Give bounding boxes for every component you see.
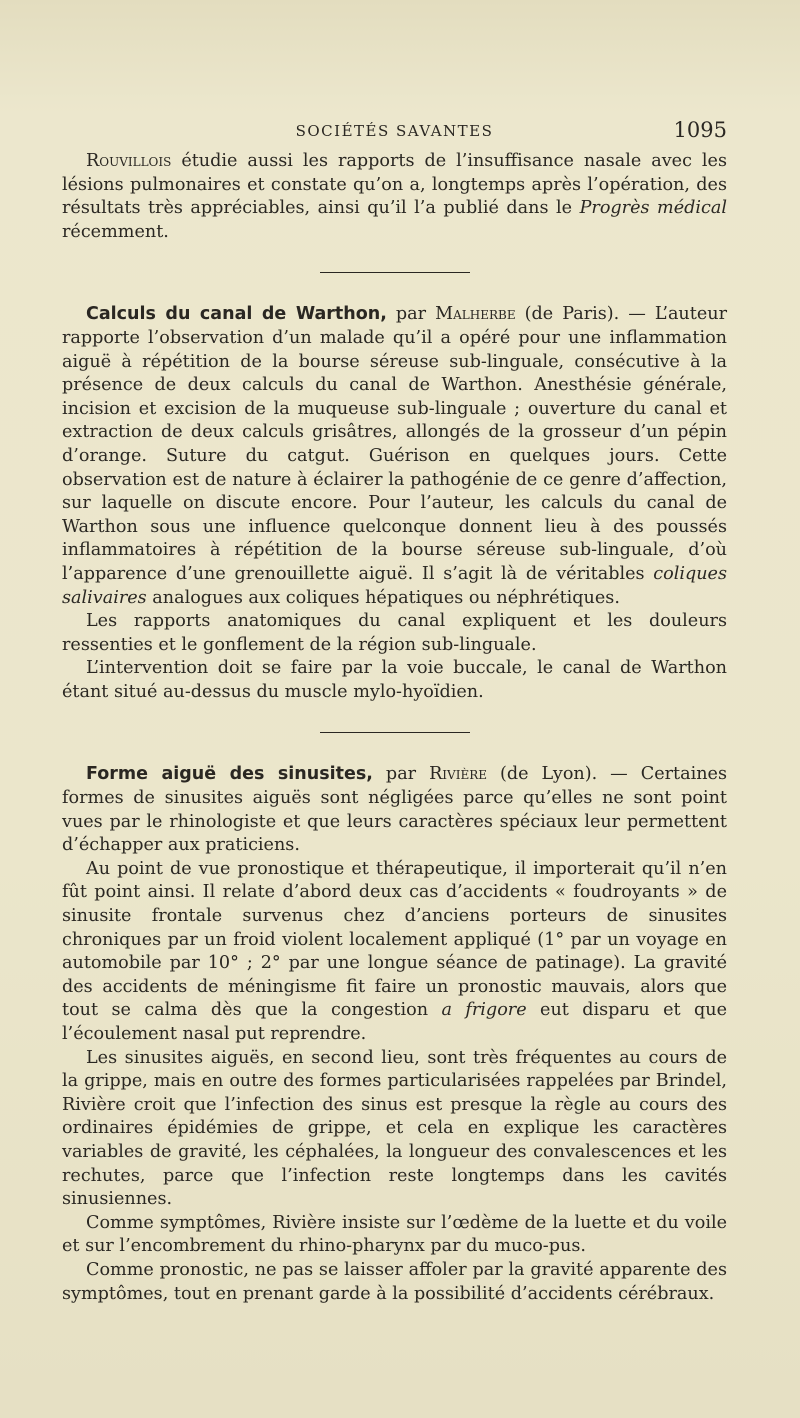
section1-author: Malherbe [435, 304, 516, 325]
section2-paragraph-5: Comme pronostic, ne pas se laisser affoler par la gravité apparente des symptômes, tout en prenant garde à la possibilité d’accidents cérébraux. [62, 1259, 727, 1304]
section2-paragraph-2 [62, 858, 727, 1047]
section1-p1-italic: coliques salivaires [62, 563, 727, 608]
section1-paragraph-2: Les rapports anatomiques du canal expliquent et les douleurs ressenties et le gonflement de la région sub-linguale. [62, 611, 727, 655]
section-divider [320, 272, 470, 273]
book-page [62, 118, 727, 1306]
section-divider [320, 732, 470, 733]
intro-paragraph [62, 150, 727, 244]
section2-p2-italic: a frigore [441, 1000, 527, 1021]
section1-p1-end: analogues aux coliques hépatiques ou néphrétiques. [146, 587, 620, 608]
running-head [62, 118, 727, 150]
page-number: 1095 [673, 118, 727, 142]
section1-heading: Calculs du canal de Warthon, [86, 304, 387, 325]
section1-paragraph-3: L’intervention doit se faire par la voie buccale, le canal de Warthon étant situé au-dessus du muscle mylo-hyoïdien. [62, 658, 727, 702]
section2-by: par [372, 764, 430, 785]
section1-paragraph-1 [62, 303, 727, 610]
running-title: SOCIÉTÉS SAVANTES [295, 122, 494, 140]
section1-by: par [386, 304, 436, 325]
journal-title: Progrès médical [579, 198, 727, 219]
section2-p2-a: Au point de vue pronostique et thérapeutique, il importerait qu’il n’en fût point ainsi. Il relate d’abord deux cas d’accidents « foudroyants » de sinusite frontale survenus chez d’anciens porteurs de sinusites chroniques par un froid violent localement appliqué (1° par un voyage en automobile par 10° ; 2° par une longue séance de patinage). La gravité des accidents de méningisme fit faire un pronostic mauvais, alors que tout se calma dès que la congestion [62, 858, 727, 1021]
section2-author: Rivière [429, 764, 488, 785]
section2-paragraph-4: Comme symptômes, Rivière insiste sur l’œdème de la luette et du voile et sur l’encombrement du rhino-pharynx par du muco-pus. [62, 1212, 727, 1257]
intro-text-1: étudie aussi les rapports de l’insuffisance nasale avec les lésions pulmonaires et constate qu’on a, longtemps après l’opération, des résultats très appréciables, ainsi qu’il l’a publié dans le [62, 151, 727, 219]
section2-paragraph-1 [62, 763, 727, 857]
author-name: Rouvillois [86, 151, 172, 171]
section2-p1-text: (de Lyon). — Certaines formes de sinusites aiguës sont négligées parce qu’elles ne sont point vues par le rhinologiste et que leurs caractères spéciaux leur permettent d’échapper aux praticiens. [62, 764, 727, 856]
section2-heading: Forme aiguë des sinusites, [86, 764, 373, 785]
section2-p2-b: eut disparu et que l’écoulement nasal put reprendre. [62, 1000, 727, 1044]
intro-text-2: récemment. [62, 221, 169, 242]
section1-p1-text: (de Paris). — L’auteur rapporte l’observation d’un malade qu’il a opéré pour une inflammation aiguë à répétition de la bourse séreuse sub-linguale, consécutive à la présence de deux calculs du canal de Warthon. Anesthésie générale, incision et excision de la muqueuse sub-linguale ; ouverture du canal et extraction de deux calculs grisâtres, allongés de la grosseur d’un pépin d’orange. Suture du catgut. Guérison en quelques jours. Cette observation est de nature à éclairer la pathogénie de ce genre d’affection, sur laquelle on discute encore. Pour l’auteur, les calculs du canal de Warthon sous une influence quelconque donnent lieu à des poussés inflammatoires à répétition de la bourse séreuse sub-linguale, d’où l’apparence d’une grenouillette aiguë. Il s’agit là de véritables [62, 304, 727, 584]
section2-paragraph-3: Les sinusites aiguës, en second lieu, sont très fréquentes au cours de la grippe, mais en outre des formes particularisées rappelées par Brindel, Rivière croit que l’infection des sinus est presque la règle au cours des ordinaires épidémies de grippe, et cela en explique les caractères variables de gravité, les céphalées, la longueur des convalescences et les rechutes, parce que l’infection reste longtemps dans les cavités sinusiennes. [62, 1047, 727, 1210]
